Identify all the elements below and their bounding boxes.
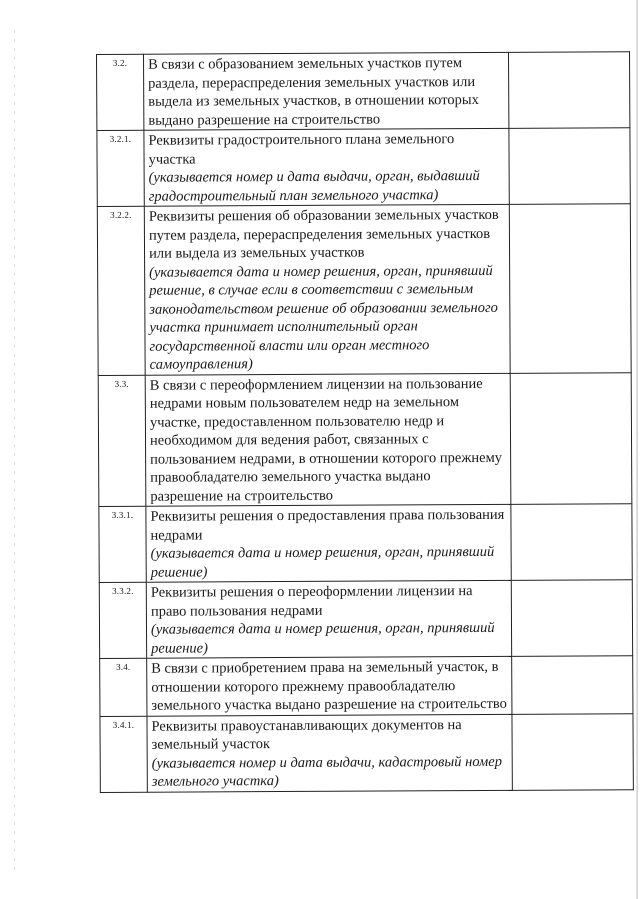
row-label: Реквизиты решения о предоставления права пользования недрами — [150, 506, 505, 544]
value-cell[interactable] — [512, 656, 633, 714]
row-label: Реквизиты решения об образовании земельных участков путем раздела, перераспределения земельных участков или выдела из земельных участков — [148, 206, 499, 262]
table-row-3-4-1 — [100, 713, 633, 792]
row-label: В связи с приобретением права на земельный участок, в отношении которого прежнему правообладателю земельного участка выдано разрешение на строительство — [151, 658, 507, 714]
row-label: Реквизиты градостроительного плана земельного участка — [148, 131, 455, 168]
scan-margin-artifact — [14, 30, 15, 870]
value-cell[interactable] — [511, 504, 632, 581]
value-cell[interactable] — [511, 580, 632, 657]
row-number: 3.2. — [97, 54, 144, 130]
table-row-3-3 — [98, 372, 632, 506]
row-note: (указывается номер и дата выдачи, кадастровый номер земельного участка) — [151, 753, 502, 790]
row-label: Реквизиты правоустанавливающих документов на земельный участок — [151, 716, 462, 753]
value-cell[interactable] — [509, 128, 630, 205]
row-text — [146, 580, 511, 658]
row-number: 3.3.2. — [99, 582, 146, 658]
row-number: 3.3.1. — [99, 506, 146, 582]
row-text — [145, 373, 511, 506]
row-text — [147, 714, 512, 792]
value-cell[interactable] — [508, 52, 629, 129]
form-table — [96, 51, 634, 792]
row-label: В связи с переоформлением лицензии на пользование недрами новым пользователем недр на земельном участке, предоставленном пользователю недр и необходимом для ведения работ, связанных с пользованием недрами, в отношении которого прежнему правообладателю земельного участка выдано разрешение на строительство — [149, 375, 503, 505]
table-row-3-3-2 — [99, 580, 632, 659]
row-number: 3.4. — [100, 658, 147, 716]
row-note: (указывается дата и номер решения, орган, принявший решение) — [150, 543, 495, 581]
table-row-3-2-1 — [97, 128, 630, 207]
row-text — [144, 204, 510, 374]
table-row-3-4 — [100, 656, 633, 716]
row-text — [146, 504, 511, 582]
row-number: 3.2.1. — [97, 130, 144, 206]
row-text — [144, 128, 509, 206]
table-row-3-2-2 — [97, 204, 631, 375]
row-note: (указывается дата и номер решения, орган, принявший решение, в случае если в соответствии с земельным законодательством решение об образовании земельного участка принимает исполнительный орган государственной власти или орган местного самоуправления) — [149, 262, 498, 373]
value-cell[interactable] — [512, 713, 633, 790]
table-row-3-3-1 — [99, 504, 632, 583]
row-number: 3.4.1. — [100, 716, 147, 792]
value-cell[interactable] — [510, 372, 632, 504]
row-label: Реквизиты решения о переоформлении лицензии на право пользования недрами — [150, 583, 473, 620]
row-number: 3.3. — [98, 375, 146, 507]
row-number: 3.2.2. — [97, 206, 145, 375]
value-cell[interactable] — [509, 204, 631, 373]
row-note: (указывается номер и дата выдачи, орган, выдавший градостроительный план земельного участка) — [148, 167, 480, 205]
row-label: В связи с образованием земельных участков путем раздела, перераспределения земельных участков или выдела из земельных участков, в отношении которых выдано разрешение на строительство — [148, 55, 479, 129]
row-note: (указывается дата и номер решения, орган, принявший решение) — [150, 619, 495, 657]
row-text — [144, 52, 509, 130]
scan-edge-shadow — [636, 0, 638, 899]
row-text — [147, 656, 512, 715]
table-row-3-2 — [97, 52, 630, 131]
